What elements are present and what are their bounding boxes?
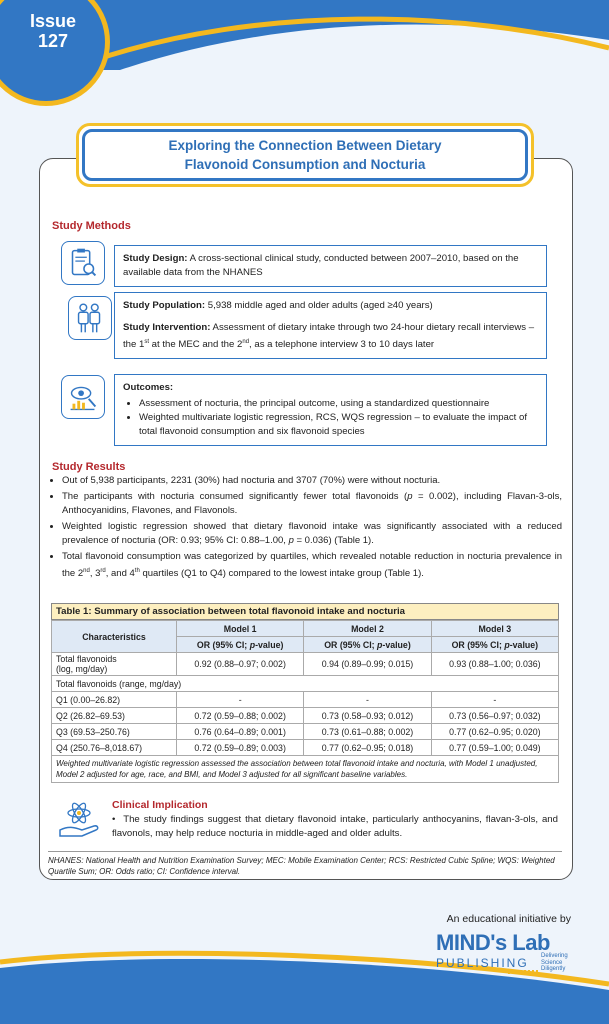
table-row: Total flavonoids (range, mg/day) xyxy=(52,676,559,692)
table-row: Q2 (26.82–69.53) 0.72 (0.59–0.88; 0.002) 0.73 (0.58–0.93; 0.012) 0.73 (0.56–0.97; 0.032) xyxy=(52,708,559,724)
result-item: • Weighted logistic regression showed that dietary flavonoid intake was significantly associated with a reduced prevalence of nocturia (OR: 0.93; 95% CI: 0.88–1.00, p = 0.036) (Table 1). xyxy=(62,520,562,548)
page-title: Exploring the Connection Between Dietary Flavonoid Consumption and Nocturia xyxy=(168,138,442,172)
publisher-logo xyxy=(428,930,578,978)
table-subheader: OR (95% CI; p-value) xyxy=(431,637,558,653)
logo-sub: PUBLISHING xyxy=(436,956,529,970)
table-row: Total flavonoids (log, mg/day) 0.92 (0.88–0.97; 0.002) 0.94 (0.89–0.99; 0.015) 0.93 (0.88–1.00; 0.036) xyxy=(52,653,559,676)
intervention-text-b: at the MEC and the 2 xyxy=(149,339,243,351)
intervention-sup-1: st xyxy=(144,339,150,345)
table-row: Q1 (0.00–26.82) - - - xyxy=(52,692,559,708)
results-list xyxy=(48,474,562,583)
table-row: Q4 (250.76–8,018.67) 0.72 (0.59–0.89; 0.003) 0.77 (0.62–0.95; 0.018) 0.77 (0.59–1.00; 0.049) xyxy=(52,740,559,756)
table-row: Q3 (69.53–250.76) 0.76 (0.64–0.89; 0.001) 0.73 (0.61–0.88; 0.002) 0.77 (0.62–0.95; 0.020) xyxy=(52,724,559,740)
outcome-item: • Assessment of nocturia, the principal outcome, using a standardized questionnaire xyxy=(139,397,538,411)
results-table xyxy=(51,603,559,783)
logo-bar xyxy=(508,970,538,974)
table-header: Characteristics xyxy=(52,621,177,653)
intervention-text-a: Assessment of dietary intake through two 24-hour dietary recall interviews – the 1 xyxy=(123,322,535,351)
implication-text: • The study findings suggest that dietary flavonoid intake, particularly anthocyanins, flavan-3-ols, and flavonols, may help reduce nocturia in middle-aged and older adults. xyxy=(112,814,558,839)
logo-tag: Science xyxy=(541,959,563,966)
result-item: • The participants with nocturia consumed significantly fewer total flavonoids (p = 0.002), including Flavan-3-ols, Anthocyanidins, Flavones, and Flavonols. xyxy=(62,490,562,518)
results-heading: Study Results xyxy=(52,461,126,473)
hand-atom-icon xyxy=(56,800,102,840)
intervention-text-c: , as a telephone interview 3 to 10 days later xyxy=(249,339,435,351)
outcomes-box xyxy=(114,374,547,446)
table-note: Weighted multivariate logistic regression assessed the association between total flavonoid intake and nocturia, with Model 1 unadjusted, Model 2 adjusted for age, race, and BMI, and Model 3 adjusted for all significant baseline variables. xyxy=(51,756,559,783)
population-text: 5,938 middle aged and older adults (aged ≥40 years) xyxy=(205,300,433,311)
people-icon xyxy=(68,296,112,340)
outcomes-label: Outcomes: xyxy=(123,382,174,393)
result-item: • Out of 5,938 participants, 2231 (30%) had nocturia and 3707 (70%) were without nocturia. xyxy=(62,474,562,488)
population-label: Study Population: xyxy=(123,300,206,311)
title-frame xyxy=(76,123,534,187)
table-header: Model 2 xyxy=(304,621,431,637)
table-header: Model 3 xyxy=(431,621,558,637)
population-box xyxy=(114,292,547,359)
outcome-item: • Weighted multivariate logistic regression, RCS, WQS regression – to evaluate the impact of total flavonoid consumption and six flavonoid species xyxy=(139,411,538,439)
intervention-label: Study Intervention: xyxy=(123,322,211,333)
logo-tag: Delivering xyxy=(541,953,568,959)
educational-initiative: An educational initiative by xyxy=(446,913,571,925)
result-item: • Total flavonoid consumption was categorized by quartiles, which revealed notable reduction in nocturia prevalence in the 2nd, 3rd, and 4th quartiles (Q1 to Q4) compared to the lowest intake group (Table 1). xyxy=(62,550,562,581)
logo-tag: Diligently xyxy=(541,966,566,972)
design-label: Study Design: xyxy=(123,253,188,264)
table-subheader: OR (95% CI; p-value) xyxy=(304,637,431,653)
design-text: A cross-sectional clinical study, conducted between 2007–2010, based on the available data from the NHANES xyxy=(123,253,519,278)
intervention-sup-2: nd xyxy=(242,339,250,345)
clipboard-icon xyxy=(61,241,105,285)
issue-number: 127 xyxy=(37,31,69,51)
study-design-box xyxy=(114,245,547,287)
issue-label: Issue xyxy=(29,11,77,31)
table-header: Model 1 xyxy=(177,621,304,637)
implication-heading: Clinical Implication xyxy=(112,799,208,811)
abbreviations: NHANES: National Health and Nutrition Examination Survey; MEC: Mobile Examination Center; RCS: Restricted Cubic Spline; WQS: Weighted Quartile Sum; OR: Odds ratio; CI: Confidence interval. xyxy=(48,851,562,877)
table-title: Table 1: Summary of association between total flavonoid intake and nocturia xyxy=(51,603,559,620)
table-subheader: OR (95% CI; p-value) xyxy=(177,637,304,653)
logo-main: MIND's Lab xyxy=(436,930,550,955)
methods-heading: Study Methods xyxy=(52,220,131,232)
eye-chart-icon xyxy=(61,375,105,419)
